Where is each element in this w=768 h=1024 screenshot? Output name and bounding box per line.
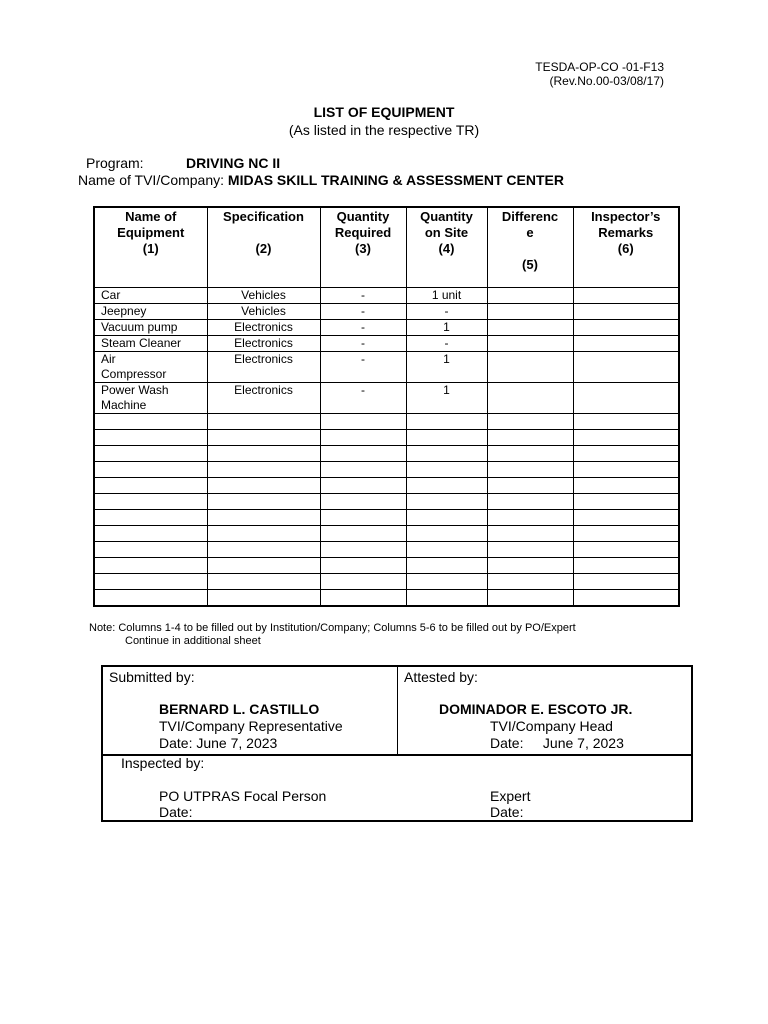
attested-by-name: DOMINADOR E. ESCOTO JR. bbox=[439, 701, 633, 717]
empty-cell bbox=[94, 494, 207, 510]
empty-cell bbox=[207, 574, 320, 590]
cell-qty-required: - bbox=[320, 352, 406, 383]
col-header-line: Quantity bbox=[420, 209, 473, 224]
col-header-qty-required bbox=[320, 207, 406, 288]
expert-role: Expert bbox=[490, 788, 531, 804]
empty-cell bbox=[207, 542, 320, 558]
empty-cell bbox=[207, 446, 320, 462]
cell-specification: Vehicles bbox=[207, 304, 320, 320]
table-row bbox=[94, 383, 679, 414]
empty-cell bbox=[406, 558, 487, 574]
empty-cell bbox=[94, 542, 207, 558]
col-header-line: Equipment bbox=[117, 225, 185, 240]
form-revision: (Rev.No.00-03/08/17) bbox=[549, 74, 664, 88]
cell-remarks bbox=[573, 336, 679, 352]
program-value: DRIVING NC II bbox=[186, 155, 281, 171]
col-header-line: Inspector’s bbox=[591, 209, 661, 224]
cell-remarks bbox=[573, 288, 679, 304]
inspected-by-label: Inspected by: bbox=[121, 755, 205, 771]
cell-qty-on-site: 1 bbox=[406, 383, 487, 414]
empty-cell bbox=[573, 446, 679, 462]
empty-cell bbox=[94, 574, 207, 590]
cell-specification: Electronics bbox=[207, 320, 320, 336]
submitted-by-date: Date: June 7, 2023 bbox=[159, 735, 278, 751]
cell-specification: Vehicles bbox=[207, 288, 320, 304]
empty-cell bbox=[487, 430, 573, 446]
empty-cell bbox=[320, 414, 406, 430]
tvi-value: MIDAS SKILL TRAINING & ASSESSMENT CENTER bbox=[227, 172, 564, 188]
tvi-label: Name of TVI/Company: bbox=[78, 172, 225, 188]
empty-cell bbox=[207, 430, 320, 446]
empty-cell bbox=[94, 590, 207, 607]
table-row-empty bbox=[94, 574, 679, 590]
equipment-name-line: Machine bbox=[101, 398, 147, 412]
empty-cell bbox=[320, 590, 406, 607]
empty-cell bbox=[573, 462, 679, 478]
signature-divider-vertical bbox=[397, 667, 398, 755]
empty-cell bbox=[320, 462, 406, 478]
tvi-row bbox=[78, 172, 564, 188]
empty-cell bbox=[487, 558, 573, 574]
table-row-empty bbox=[94, 414, 679, 430]
empty-cell bbox=[573, 510, 679, 526]
empty-cell bbox=[487, 526, 573, 542]
submitted-by-name: BERNARD L. CASTILLO bbox=[159, 701, 320, 717]
col-header-line: Remarks bbox=[598, 225, 654, 240]
cell-equipment-name bbox=[94, 320, 207, 336]
table-row-empty bbox=[94, 494, 679, 510]
empty-cell bbox=[487, 542, 573, 558]
empty-cell bbox=[207, 590, 320, 607]
empty-cell bbox=[207, 414, 320, 430]
table-row-empty bbox=[94, 446, 679, 462]
empty-cell bbox=[94, 526, 207, 542]
submitted-by-role: TVI/Company Representative bbox=[159, 718, 343, 734]
empty-cell bbox=[487, 414, 573, 430]
cell-remarks bbox=[573, 320, 679, 336]
empty-cell bbox=[573, 414, 679, 430]
table-row-empty bbox=[94, 462, 679, 478]
empty-cell bbox=[573, 558, 679, 574]
empty-cell bbox=[406, 510, 487, 526]
cell-specification: Electronics bbox=[207, 336, 320, 352]
empty-cell bbox=[320, 446, 406, 462]
expert-date: Date: bbox=[490, 804, 524, 820]
table-row bbox=[94, 352, 679, 383]
col-header-line: (2) bbox=[255, 241, 272, 256]
table-row bbox=[94, 304, 679, 320]
empty-cell bbox=[94, 414, 207, 430]
empty-cell bbox=[487, 462, 573, 478]
col-header-line: e bbox=[526, 225, 534, 240]
empty-cell bbox=[406, 446, 487, 462]
empty-cell bbox=[406, 430, 487, 446]
form-code: TESDA-OP-CO -01-F13 bbox=[535, 60, 664, 74]
col-header-specification bbox=[207, 207, 320, 288]
empty-cell bbox=[406, 542, 487, 558]
cell-equipment-name bbox=[94, 304, 207, 320]
empty-cell bbox=[573, 430, 679, 446]
empty-cell bbox=[406, 414, 487, 430]
attested-by-label: Attested by: bbox=[404, 669, 478, 685]
empty-cell bbox=[207, 510, 320, 526]
empty-cell bbox=[487, 478, 573, 494]
form-code-block bbox=[535, 60, 664, 88]
empty-cell bbox=[94, 510, 207, 526]
cell-qty-on-site: - bbox=[406, 336, 487, 352]
cell-qty-on-site: - bbox=[406, 304, 487, 320]
cell-equipment-name bbox=[94, 288, 207, 304]
table-header-row bbox=[94, 207, 679, 288]
col-header-line: (6) bbox=[617, 241, 634, 256]
empty-cell bbox=[487, 510, 573, 526]
attested-by-role: TVI/Company Head bbox=[490, 718, 613, 734]
table-row bbox=[94, 320, 679, 336]
cell-equipment-name bbox=[94, 336, 207, 352]
equipment-name-line: Compressor bbox=[101, 367, 167, 381]
cell-difference bbox=[487, 320, 573, 336]
empty-cell bbox=[320, 558, 406, 574]
cell-remarks bbox=[573, 304, 679, 320]
col-header-line: (4) bbox=[438, 241, 455, 256]
col-header-line: Specification bbox=[223, 209, 304, 224]
col-header-line bbox=[488, 241, 573, 257]
empty-cell bbox=[573, 494, 679, 510]
po-focal-person-role: PO UTPRAS Focal Person bbox=[159, 788, 327, 804]
col-header-difference bbox=[487, 207, 573, 288]
table-body bbox=[94, 288, 679, 607]
col-header-line: Differenc bbox=[501, 209, 559, 224]
empty-cell bbox=[320, 478, 406, 494]
col-header-line: Name of bbox=[125, 209, 177, 224]
cell-remarks bbox=[573, 383, 679, 414]
empty-cell bbox=[207, 494, 320, 510]
empty-cell bbox=[406, 494, 487, 510]
empty-cell bbox=[406, 526, 487, 542]
col-header-line: (1) bbox=[142, 241, 159, 256]
table-row-empty bbox=[94, 590, 679, 607]
col-header-name bbox=[94, 207, 207, 288]
note-line-2: Continue in additional sheet bbox=[125, 635, 261, 647]
cell-difference bbox=[487, 304, 573, 320]
cell-qty-required: - bbox=[320, 320, 406, 336]
col-header-line: (5) bbox=[522, 257, 538, 272]
attested-by-date: Date: June 7, 2023 bbox=[490, 735, 624, 751]
empty-cell bbox=[207, 526, 320, 542]
empty-cell bbox=[573, 574, 679, 590]
empty-cell bbox=[406, 590, 487, 607]
cell-qty-required: - bbox=[320, 304, 406, 320]
equipment-table bbox=[93, 206, 680, 607]
table-row-empty bbox=[94, 542, 679, 558]
equipment-name-line: Car bbox=[101, 288, 121, 302]
document-subtitle: (As listed in the respective TR) bbox=[288, 122, 480, 138]
empty-cell bbox=[320, 430, 406, 446]
cell-qty-on-site: 1 bbox=[406, 320, 487, 336]
col-header-line: on Site bbox=[424, 225, 469, 240]
table-row bbox=[94, 288, 679, 304]
empty-cell bbox=[207, 478, 320, 494]
empty-cell bbox=[94, 478, 207, 494]
empty-cell bbox=[406, 462, 487, 478]
cell-remarks bbox=[573, 352, 679, 383]
col-header-line: Quantity bbox=[336, 209, 390, 224]
empty-cell bbox=[320, 494, 406, 510]
cell-qty-required: - bbox=[320, 288, 406, 304]
table-row-empty bbox=[94, 526, 679, 542]
cell-qty-on-site: 1 unit bbox=[406, 288, 487, 304]
cell-difference bbox=[487, 352, 573, 383]
empty-cell bbox=[94, 462, 207, 478]
document-title: LIST OF EQUIPMENT bbox=[313, 104, 455, 120]
empty-cell bbox=[406, 478, 487, 494]
col-header-remarks bbox=[573, 207, 679, 288]
equipment-name-line: Jeepney bbox=[101, 304, 147, 318]
program-label: Program: bbox=[86, 155, 144, 171]
empty-cell bbox=[573, 542, 679, 558]
empty-cell bbox=[320, 526, 406, 542]
equipment-name-line: Air bbox=[101, 352, 116, 366]
cell-equipment-name bbox=[94, 383, 207, 414]
empty-cell bbox=[207, 462, 320, 478]
empty-cell bbox=[320, 542, 406, 558]
submitted-by-label: Submitted by: bbox=[109, 669, 195, 685]
col-header-line: Required bbox=[334, 225, 392, 240]
cell-difference bbox=[487, 288, 573, 304]
empty-cell bbox=[94, 446, 207, 462]
empty-cell bbox=[487, 590, 573, 607]
cell-qty-required: - bbox=[320, 336, 406, 352]
empty-cell bbox=[487, 494, 573, 510]
table-row-empty bbox=[94, 430, 679, 446]
table-row-empty bbox=[94, 510, 679, 526]
cell-specification: Electronics bbox=[207, 383, 320, 414]
equipment-name-line: Steam Cleaner bbox=[101, 336, 182, 350]
empty-cell bbox=[406, 574, 487, 590]
table-row-empty bbox=[94, 558, 679, 574]
empty-cell bbox=[487, 446, 573, 462]
signature-box bbox=[101, 665, 693, 822]
empty-cell bbox=[573, 526, 679, 542]
po-focal-person-date: Date: bbox=[159, 804, 193, 820]
table-row bbox=[94, 336, 679, 352]
equipment-name-line: Power Wash bbox=[101, 383, 169, 397]
col-header-qty-on-site bbox=[406, 207, 487, 288]
cell-equipment-name bbox=[94, 352, 207, 383]
cell-difference bbox=[487, 383, 573, 414]
cell-qty-on-site: 1 bbox=[406, 352, 487, 383]
cell-specification: Electronics bbox=[207, 352, 320, 383]
empty-cell bbox=[94, 558, 207, 574]
cell-qty-required: - bbox=[320, 383, 406, 414]
table-row-empty bbox=[94, 478, 679, 494]
empty-cell bbox=[207, 558, 320, 574]
equipment-name-line: Vacuum pump bbox=[101, 320, 178, 334]
col-header-line: (3) bbox=[355, 241, 371, 256]
note-line-1: Note: Columns 1-4 to be filled out by Institution/Company; Columns 5-6 to be filled out by PO/Expert bbox=[89, 622, 576, 634]
empty-cell bbox=[487, 574, 573, 590]
empty-cell bbox=[573, 590, 679, 607]
empty-cell bbox=[320, 510, 406, 526]
empty-cell bbox=[94, 430, 207, 446]
cell-difference bbox=[487, 336, 573, 352]
empty-cell bbox=[573, 478, 679, 494]
empty-cell bbox=[320, 574, 406, 590]
col-header-line bbox=[208, 225, 320, 241]
